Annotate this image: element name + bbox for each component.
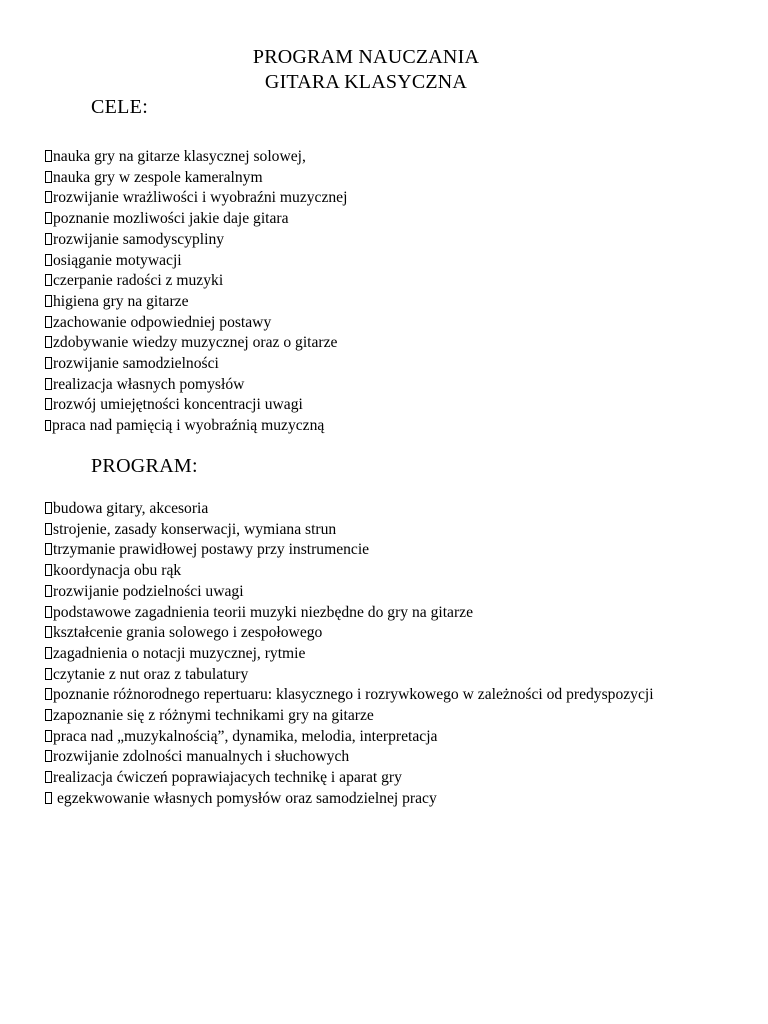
list-item-text: rozwój umiejętności koncentracji uwagi — [53, 396, 303, 414]
document-title-line2: GITARA KLASYCZNA — [264, 71, 468, 93]
missing-glyph-box-icon — [45, 543, 52, 555]
list-item-text: zachowanie odpowiedniej postawy — [53, 313, 272, 331]
list-item — [45, 561, 735, 582]
missing-glyph-box-icon — [45, 378, 52, 390]
document-title-line1: PROGRAM NAUCZANIA — [252, 46, 480, 68]
list-item-text: realizacja własnych pomysłów — [53, 375, 245, 393]
list-item — [45, 209, 735, 230]
list-item — [45, 665, 735, 686]
list-item-text: zapoznanie się z różnymi technikami gry na gitarze — [53, 707, 374, 725]
missing-glyph-box-icon — [45, 316, 52, 328]
missing-glyph-box-icon — [45, 171, 52, 183]
list-item — [45, 333, 735, 354]
list-item — [45, 395, 735, 416]
missing-glyph-box-icon — [45, 523, 52, 535]
list-item-text: rozwijanie samodyscypliny — [53, 230, 225, 248]
list-item-text: czytanie z nut oraz z tabulatury — [53, 665, 249, 683]
list-item — [45, 168, 735, 189]
missing-glyph-box-icon — [45, 585, 52, 597]
list-item — [45, 354, 735, 375]
list-item-text: koordynacja obu rąk — [53, 562, 182, 580]
list-item — [45, 292, 735, 313]
list-item-text: trzymanie prawidłowej postawy przy instrumencie — [53, 541, 370, 559]
missing-glyph-box-icon — [45, 730, 52, 742]
list-item-text: zdobywanie wiedzy muzycznej oraz o gitarze — [53, 334, 338, 352]
missing-glyph-box-icon — [45, 626, 52, 638]
list-item — [45, 644, 735, 665]
missing-glyph-box-icon — [45, 564, 52, 576]
missing-glyph-box-icon — [45, 502, 52, 514]
cele-heading: CELE: — [91, 96, 149, 118]
list-item-text: rozwijanie zdolności manualnych i słuchowych — [53, 748, 350, 766]
list-item-text: poznanie mozliwości jakie daje gitara — [53, 210, 289, 228]
list-item-text: nauka gry w zespole kameralnym — [53, 168, 263, 186]
list-item — [45, 313, 735, 334]
missing-glyph-box-icon — [45, 150, 52, 162]
list-item — [45, 520, 735, 541]
missing-glyph-box-icon — [45, 357, 52, 369]
list-item — [45, 603, 735, 624]
list-item — [45, 540, 735, 561]
list-item-text: podstawowe zagadnienia teorii muzyki niezbędne do gry na gitarze — [53, 603, 474, 621]
missing-glyph-box-icon — [45, 254, 52, 266]
list-item — [45, 416, 735, 437]
missing-glyph-box-icon — [45, 212, 52, 224]
list-item-text: poznanie różnorodnego repertuaru: klasycznego i rozrywkowego w zależności od predyspozycji — [53, 686, 654, 704]
list-item — [45, 685, 735, 706]
missing-glyph-box-icon — [45, 274, 52, 286]
list-item-text: realizacja ćwiczeń poprawiajacych technikę i aparat gry — [53, 769, 402, 787]
list-item-text: czerpanie radości z muzyki — [53, 272, 224, 290]
list-item-text: osiąganie motywacji — [53, 251, 182, 269]
list-item — [45, 623, 735, 644]
list-item-text: rozwijanie wrażliwości i wyobraźni muzycznej — [53, 189, 348, 207]
missing-glyph-box-icon — [45, 295, 52, 307]
missing-glyph-box-icon — [45, 668, 52, 680]
list-item-text: egzekwowanie własnych pomysłów oraz samodzielnej pracy — [57, 789, 437, 807]
list-item-text: nauka gry na gitarze klasycznej solowej, — [53, 148, 306, 165]
missing-glyph-box-icon — [45, 750, 52, 762]
program-list — [45, 499, 735, 810]
list-item-text: praca nad „muzykalnością”, dynamika, melodia, interpretacja — [53, 727, 438, 745]
list-item-text: budowa gitary, akcesoria — [53, 500, 209, 517]
missing-glyph-box-icon — [45, 191, 52, 203]
missing-glyph-box-icon — [45, 771, 52, 783]
cele-list — [45, 147, 735, 437]
list-item — [45, 271, 735, 292]
missing-glyph-box-icon — [45, 792, 52, 804]
list-item — [45, 147, 735, 168]
list-item-text: zagadnienia o notacji muzycznej, rytmie — [53, 644, 306, 662]
list-item — [45, 747, 735, 768]
missing-glyph-box-icon — [45, 709, 52, 721]
list-item-text: praca nad pamięcią i wyobraźnią muzyczną — [52, 417, 325, 435]
list-item-text: rozwijanie podzielności uwagi — [53, 582, 244, 600]
list-item — [45, 789, 735, 810]
list-item — [45, 375, 735, 396]
list-item-text: higiena gry na gitarze — [53, 292, 189, 310]
list-item — [45, 499, 735, 520]
list-item — [45, 188, 735, 209]
list-item-text: kształcenie grania solowego i zespołowego — [53, 624, 323, 642]
list-item — [45, 727, 735, 748]
list-item — [45, 582, 735, 603]
list-item — [45, 251, 735, 272]
list-item — [45, 706, 735, 727]
list-item-text: rozwijanie samodzielności — [53, 355, 219, 373]
missing-glyph-box-icon — [45, 606, 52, 618]
missing-glyph-box-icon — [45, 398, 52, 410]
missing-glyph-box-icon — [45, 233, 52, 245]
missing-glyph-box-icon — [45, 336, 52, 348]
program-heading: PROGRAM: — [91, 455, 198, 477]
list-item — [45, 768, 735, 789]
missing-glyph-box-icon — [45, 688, 52, 700]
missing-glyph-box-icon — [45, 420, 51, 431]
list-item — [45, 230, 735, 251]
list-item-text: strojenie, zasady konserwacji, wymiana strun — [53, 520, 337, 538]
missing-glyph-box-icon — [45, 647, 52, 659]
